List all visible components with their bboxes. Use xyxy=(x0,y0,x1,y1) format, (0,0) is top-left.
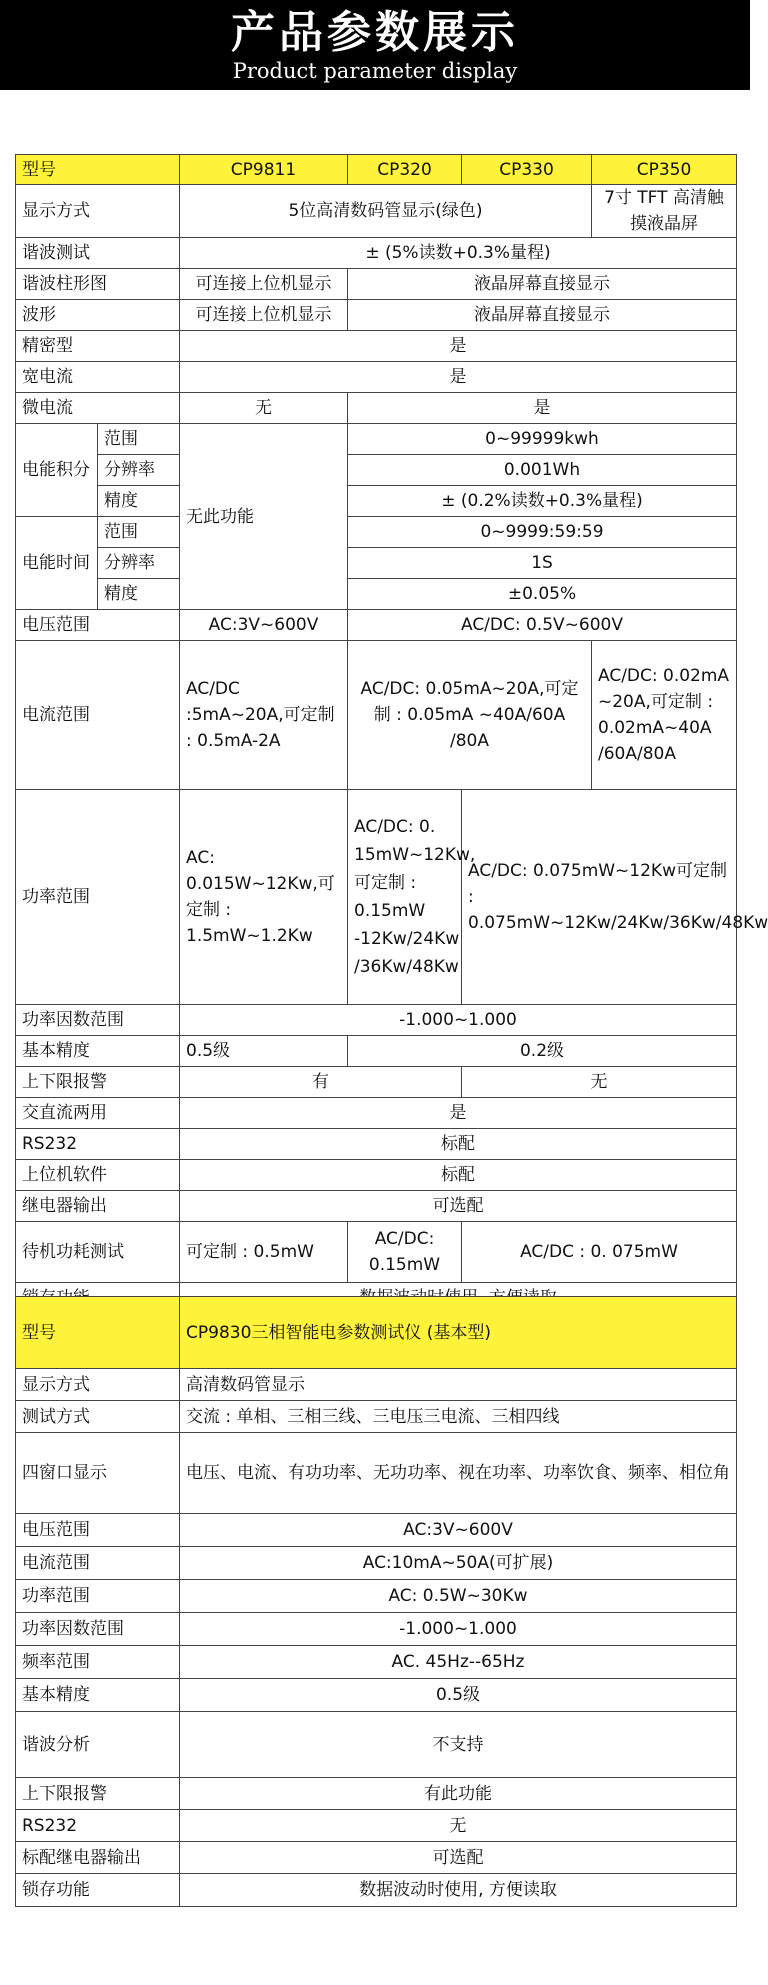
header-banner xyxy=(0,0,750,90)
spec-row xyxy=(16,1874,737,1907)
spec-row xyxy=(16,1842,737,1874)
etime-res-value: 1S xyxy=(348,548,737,579)
etime-acc-row xyxy=(16,579,737,610)
standby-value-c: AC/DC : 0. 075mW xyxy=(462,1222,737,1283)
current-value-a: AC/DC :5mA~20A,可定制 : 0.5mA-2A xyxy=(180,641,348,790)
spec-row xyxy=(16,1401,737,1433)
spec-value: AC:3V~600V xyxy=(180,1514,737,1547)
spec-value: 电压、电流、有功功率、无功功率、视在功率、功率饮食、频率、相位角 xyxy=(180,1433,737,1514)
power-row xyxy=(16,790,737,1005)
relay-value: 可选配 xyxy=(180,1191,737,1222)
wide-current-row xyxy=(16,362,737,393)
display-row xyxy=(16,185,737,238)
acdc-value: 是 xyxy=(180,1098,737,1129)
relay-label: 继电器输出 xyxy=(16,1191,180,1222)
software-row xyxy=(16,1160,737,1191)
acdc-row xyxy=(16,1098,737,1129)
waveform-value-a: 可连接上位机显示 xyxy=(180,300,348,331)
spec-value: 无 xyxy=(180,1810,737,1842)
spec-value: 0.5级 xyxy=(180,1679,737,1712)
spec-row xyxy=(16,1810,737,1842)
banner-title: 产品参数展示 xyxy=(231,7,519,58)
basic-acc-label: 基本精度 xyxy=(16,1036,180,1067)
energy-res-row xyxy=(16,455,737,486)
model-cp350: CP350 xyxy=(592,155,737,185)
spec-label: RS232 xyxy=(16,1810,180,1842)
etime-acc-value: ±0.05% xyxy=(348,579,737,610)
model-cp9811: CP9811 xyxy=(180,155,348,185)
acdc-label: 交直流两用 xyxy=(16,1098,180,1129)
relay-row xyxy=(16,1191,737,1222)
power-value-c: AC/DC: 0.075mW~12Kw可定制 : 0.075mW~12Kw/24Kw/36Kw/48Kw xyxy=(462,790,737,1005)
spec-table-three-phase xyxy=(15,1296,737,1907)
etime-acc-label: 精度 xyxy=(98,579,180,610)
etime-label: 电能时间 xyxy=(16,517,98,610)
harmonic-bar-value-b: 液晶屏幕直接显示 xyxy=(348,269,737,300)
harmonic-bar-row xyxy=(16,269,737,300)
etime-range-value: 0~9999:59:59 xyxy=(348,517,737,548)
micro-current-value-b: 是 xyxy=(348,393,737,424)
etime-range-label: 范围 xyxy=(98,517,180,548)
software-value: 标配 xyxy=(180,1160,737,1191)
harmonic-bar-label: 谐波柱形图 xyxy=(16,269,180,300)
spec-label: 测试方式 xyxy=(16,1401,180,1433)
standby-value-a: 可定制 : 0.5mW xyxy=(180,1222,348,1283)
spec-value: 可选配 xyxy=(180,1842,737,1874)
spec-table-single-phase xyxy=(15,154,768,1314)
micro-current-row xyxy=(16,393,737,424)
power-value-a: AC: 0.015W~12Kw,可定制 : 1.5mW~1.2Kw xyxy=(180,790,348,1005)
precision-label: 精密型 xyxy=(16,331,180,362)
energy-range-label: 范围 xyxy=(98,424,180,455)
alarm-row xyxy=(16,1067,737,1098)
display-value-b: 7寸 TFT 高清触摸液晶屏 xyxy=(592,185,737,238)
spec-label: 电压范围 xyxy=(16,1514,180,1547)
spec-value: 数据波动时使用, 方便读取 xyxy=(180,1874,737,1907)
spec-row xyxy=(16,1712,737,1778)
model-cp330: CP330 xyxy=(462,155,592,185)
software-label: 上位机软件 xyxy=(16,1160,180,1191)
alarm-value-b: 无 xyxy=(462,1067,737,1098)
spec-row xyxy=(16,1514,737,1547)
pf-value: -1.000~1.000 xyxy=(180,1005,737,1036)
energy-res-value: 0.001Wh xyxy=(348,455,737,486)
spec-value: 有此功能 xyxy=(180,1778,737,1810)
model-row xyxy=(16,155,737,185)
wide-current-value: 是 xyxy=(180,362,737,393)
etime-res-row xyxy=(16,548,737,579)
wide-current-label: 宽电流 xyxy=(16,362,180,393)
standby-value-b: AC/DC: 0.15mW xyxy=(348,1222,462,1283)
spec-value: 高清数码管显示 xyxy=(180,1369,737,1401)
precision-row xyxy=(16,331,737,362)
harmonic-bar-value-a: 可连接上位机显示 xyxy=(180,269,348,300)
display-value-a: 5位高清数码管显示(绿色) xyxy=(180,185,592,238)
no-function-cell: 无此功能 xyxy=(180,424,348,610)
micro-current-value-a: 无 xyxy=(180,393,348,424)
voltage-value-b: AC/DC: 0.5V~600V xyxy=(348,610,737,641)
standby-label: 待机功耗测试 xyxy=(16,1222,180,1283)
spec-value: AC:10mA~50A(可扩展) xyxy=(180,1547,737,1580)
spec-row xyxy=(16,1679,737,1712)
spec-label: 锁存功能 xyxy=(16,1874,180,1907)
power-label: 功率范围 xyxy=(16,790,180,1005)
model-row-cp9830 xyxy=(16,1297,737,1369)
waveform-label: 波形 xyxy=(16,300,180,331)
energy-res-label: 分辨率 xyxy=(98,455,180,486)
alarm-value-a: 有 xyxy=(180,1067,462,1098)
waveform-row xyxy=(16,300,737,331)
spec-row xyxy=(16,1433,737,1514)
spec-label: 上下限报警 xyxy=(16,1778,180,1810)
harmonic-test-value: ± (5%读数+0.3%量程) xyxy=(180,238,737,269)
basic-acc-value-b: 0.2级 xyxy=(348,1036,737,1067)
energy-acc-row xyxy=(16,486,737,517)
spec-row xyxy=(16,1613,737,1646)
rs232-label: RS232 xyxy=(16,1129,180,1160)
harmonic-test-label: 谐波测试 xyxy=(16,238,180,269)
spec-row xyxy=(16,1547,737,1580)
alarm-label: 上下限报警 xyxy=(16,1067,180,1098)
pf-label: 功率因数范围 xyxy=(16,1005,180,1036)
current-row xyxy=(16,641,737,790)
micro-current-label: 微电流 xyxy=(16,393,180,424)
spec-row xyxy=(16,1778,737,1810)
voltage-value-a: AC:3V~600V xyxy=(180,610,348,641)
spec-value: AC. 45Hz--65Hz xyxy=(180,1646,737,1679)
basic-acc-value-a: 0.5级 xyxy=(180,1036,348,1067)
precision-value: 是 xyxy=(180,331,737,362)
model-label-cp9830: 型号 xyxy=(16,1297,180,1369)
spec-label: 功率范围 xyxy=(16,1580,180,1613)
harmonic-test-row xyxy=(16,238,737,269)
standby-row xyxy=(16,1222,737,1283)
spec-row xyxy=(16,1646,737,1679)
energy-label: 电能积分 xyxy=(16,424,98,517)
current-value-b: AC/DC: 0.05mA~20A,可定制 : 0.05mA ~40A/60A /80A xyxy=(348,641,592,790)
spec-label: 显示方式 xyxy=(16,1369,180,1401)
energy-range-row xyxy=(16,424,737,455)
energy-range-value: 0~99999kwh xyxy=(348,424,737,455)
voltage-row xyxy=(16,610,737,641)
spec-label: 频率范围 xyxy=(16,1646,180,1679)
energy-acc-label: 精度 xyxy=(98,486,180,517)
spec-label: 电流范围 xyxy=(16,1547,180,1580)
energy-acc-value: ± (0.2%读数+0.3%量程) xyxy=(348,486,737,517)
basic-acc-row xyxy=(16,1036,737,1067)
spec-label: 基本精度 xyxy=(16,1679,180,1712)
spec-row xyxy=(16,1369,737,1401)
model-name-cp9830: CP9830三相智能电参数测试仪 (基本型) xyxy=(180,1297,737,1369)
spec-value: 交流 : 单相、三相三线、三电压三电流、三相四线 xyxy=(180,1401,737,1433)
waveform-value-b: 液晶屏幕直接显示 xyxy=(348,300,737,331)
spec-label: 标配继电器输出 xyxy=(16,1842,180,1874)
spec-row xyxy=(16,1580,737,1613)
rs232-value: 标配 xyxy=(180,1129,737,1160)
spec-value: 不支持 xyxy=(180,1712,737,1778)
rs232-row xyxy=(16,1129,737,1160)
model-cp320: CP320 xyxy=(348,155,462,185)
voltage-label: 电压范围 xyxy=(16,610,180,641)
spec-label: 功率因数范围 xyxy=(16,1613,180,1646)
spec-value: -1.000~1.000 xyxy=(180,1613,737,1646)
etime-range-row xyxy=(16,517,737,548)
spec-label: 四窗口显示 xyxy=(16,1433,180,1514)
current-value-c: AC/DC: 0.02mA ~20A,可定制 : 0.02mA~40A /60A/80A xyxy=(592,641,737,790)
current-label: 电流范围 xyxy=(16,641,180,790)
display-label: 显示方式 xyxy=(16,185,180,238)
spec-label: 谐波分析 xyxy=(16,1712,180,1778)
banner-subtitle: Product parameter display xyxy=(232,59,518,83)
power-value-b: AC/DC: 0. 15mW~12Kw,可定制 : 0.15mW -12Kw/24Kw /36Kw/48Kw xyxy=(348,790,462,1005)
pf-row xyxy=(16,1005,737,1036)
model-label: 型号 xyxy=(16,155,180,185)
spec-value: AC: 0.5W~30Kw xyxy=(180,1580,737,1613)
etime-res-label: 分辨率 xyxy=(98,548,180,579)
